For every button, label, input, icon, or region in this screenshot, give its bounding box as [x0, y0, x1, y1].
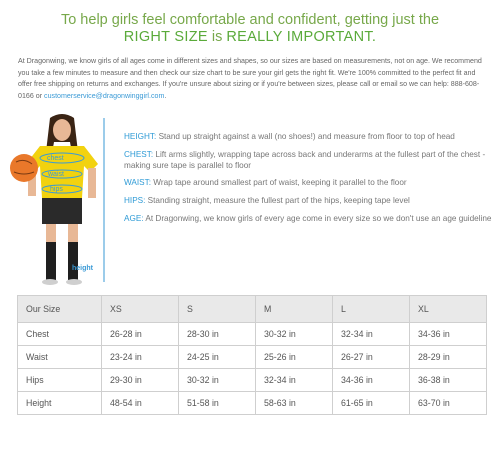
- instruction-key: HEIGHT:: [124, 132, 157, 141]
- chest-label: chest: [47, 155, 64, 162]
- headline-really-important: REALLY IMPORTANT.: [226, 29, 377, 45]
- figure-right-arm: [88, 168, 96, 198]
- figure-left-shoe: [42, 279, 58, 285]
- instruction-waist: [124, 177, 494, 188]
- figure-soccer-ball: [10, 154, 38, 182]
- table-header-row: [18, 296, 487, 323]
- table-cell: 29-30 in: [102, 369, 179, 392]
- column-header: S: [179, 296, 256, 323]
- intro-paragraph: [18, 56, 488, 102]
- figure-right-sock: [68, 242, 78, 280]
- figure-shorts: [42, 198, 82, 224]
- row-label: Height: [18, 392, 102, 415]
- table-cell: 63-70 in: [410, 392, 487, 415]
- instruction-text: At Dragonwing, we know girls of every age come in every size so we don't use an age guideline: [143, 213, 492, 223]
- customer-service-email-link[interactable]: customerservice@dragonwinggirl.com: [44, 91, 165, 100]
- headline: [0, 12, 500, 46]
- instruction-text: Stand up straight against a wall (no shoes!) and measure from floor to top of head: [156, 132, 455, 141]
- table-cell: 26-27 in: [333, 346, 410, 369]
- instruction-age: [124, 213, 494, 224]
- instruction-height: [124, 131, 494, 142]
- instruction-chest: [124, 149, 494, 172]
- figure-right-leg: [68, 224, 78, 242]
- model-figure: [2, 112, 122, 292]
- table-cell: 32-34 in: [256, 369, 333, 392]
- table-cell: 48-54 in: [102, 392, 179, 415]
- headline-right-size: RIGHT SIZE: [123, 29, 208, 45]
- column-header: Our Size: [18, 296, 102, 323]
- figure-right-shoe: [66, 279, 82, 285]
- headline-is: is: [207, 29, 227, 45]
- table-row: [18, 346, 487, 369]
- instruction-hips: [124, 195, 494, 206]
- table-cell: 36-38 in: [410, 369, 487, 392]
- row-label: Waist: [18, 346, 102, 369]
- hips-label: hips: [50, 186, 63, 193]
- instruction-key: HIPS:: [124, 196, 146, 206]
- instruction-key: CHEST:: [124, 149, 154, 159]
- instruction-key: WAIST:: [124, 178, 151, 188]
- row-label: Chest: [18, 323, 102, 346]
- table-cell: 28-29 in: [410, 346, 487, 369]
- table-cell: 30-32 in: [179, 369, 256, 392]
- intro-tail: .: [164, 91, 167, 100]
- table-cell: 34-36 in: [333, 369, 410, 392]
- instruction-text: Wrap tape around smallest part of waist, keeping it parallel to the floor: [151, 178, 407, 188]
- figure-left-sock: [46, 242, 56, 280]
- row-label: Hips: [18, 369, 102, 392]
- headline-line-2: [0, 29, 500, 46]
- table-cell: 24-25 in: [179, 346, 256, 369]
- table-cell: 30-32 in: [256, 323, 333, 346]
- figure-head: [53, 119, 71, 141]
- table-cell: 34-36 in: [410, 323, 487, 346]
- table-cell: 32-34 in: [333, 323, 410, 346]
- table-row: [18, 323, 487, 346]
- table-row: [18, 369, 487, 392]
- size-chart-table: [17, 295, 487, 415]
- figure-left-leg: [46, 224, 56, 242]
- table-cell: 26-28 in: [102, 323, 179, 346]
- instruction-text: Standing straight, measure the fullest part of the hips, keeping tape level: [145, 196, 410, 206]
- table-cell: 61-65 in: [333, 392, 410, 415]
- table-cell: 28-30 in: [179, 323, 256, 346]
- instruction-key: AGE:: [124, 213, 144, 223]
- table-cell: 23-24 in: [102, 346, 179, 369]
- column-header: XS: [102, 296, 179, 323]
- waist-label: waist: [48, 171, 64, 178]
- column-header: XL: [410, 296, 487, 323]
- column-header: L: [333, 296, 410, 323]
- table-cell: 51-58 in: [179, 392, 256, 415]
- headline-line-1: To help girls feel comfortable and confident, getting just the: [60, 12, 440, 28]
- table-cell: 25-26 in: [256, 346, 333, 369]
- table-cell: 58-63 in: [256, 392, 333, 415]
- measurement-instructions: [124, 131, 494, 230]
- height-label: height: [72, 265, 93, 272]
- intro-text: At Dragonwing, we know girls of all ages come in different sizes and shapes, so our sizes are based on measurements, not on age. We recommend you take a few minutes to measure and then check our size chart to be sure your girl gets the right fit. We're 100% committed to the perfect fit and offer free shipping on returns and exchanges. If you're unsure about sizing or if you're between sizes, please call or email so we can help: 888-608-0166 or: [18, 57, 482, 100]
- table-row: [18, 392, 487, 415]
- instruction-text: Lift arms slightly, wrapping tape across back and underarms at the fullest part of the chest - making sure tape is parallel to floor: [124, 149, 486, 170]
- column-header: M: [256, 296, 333, 323]
